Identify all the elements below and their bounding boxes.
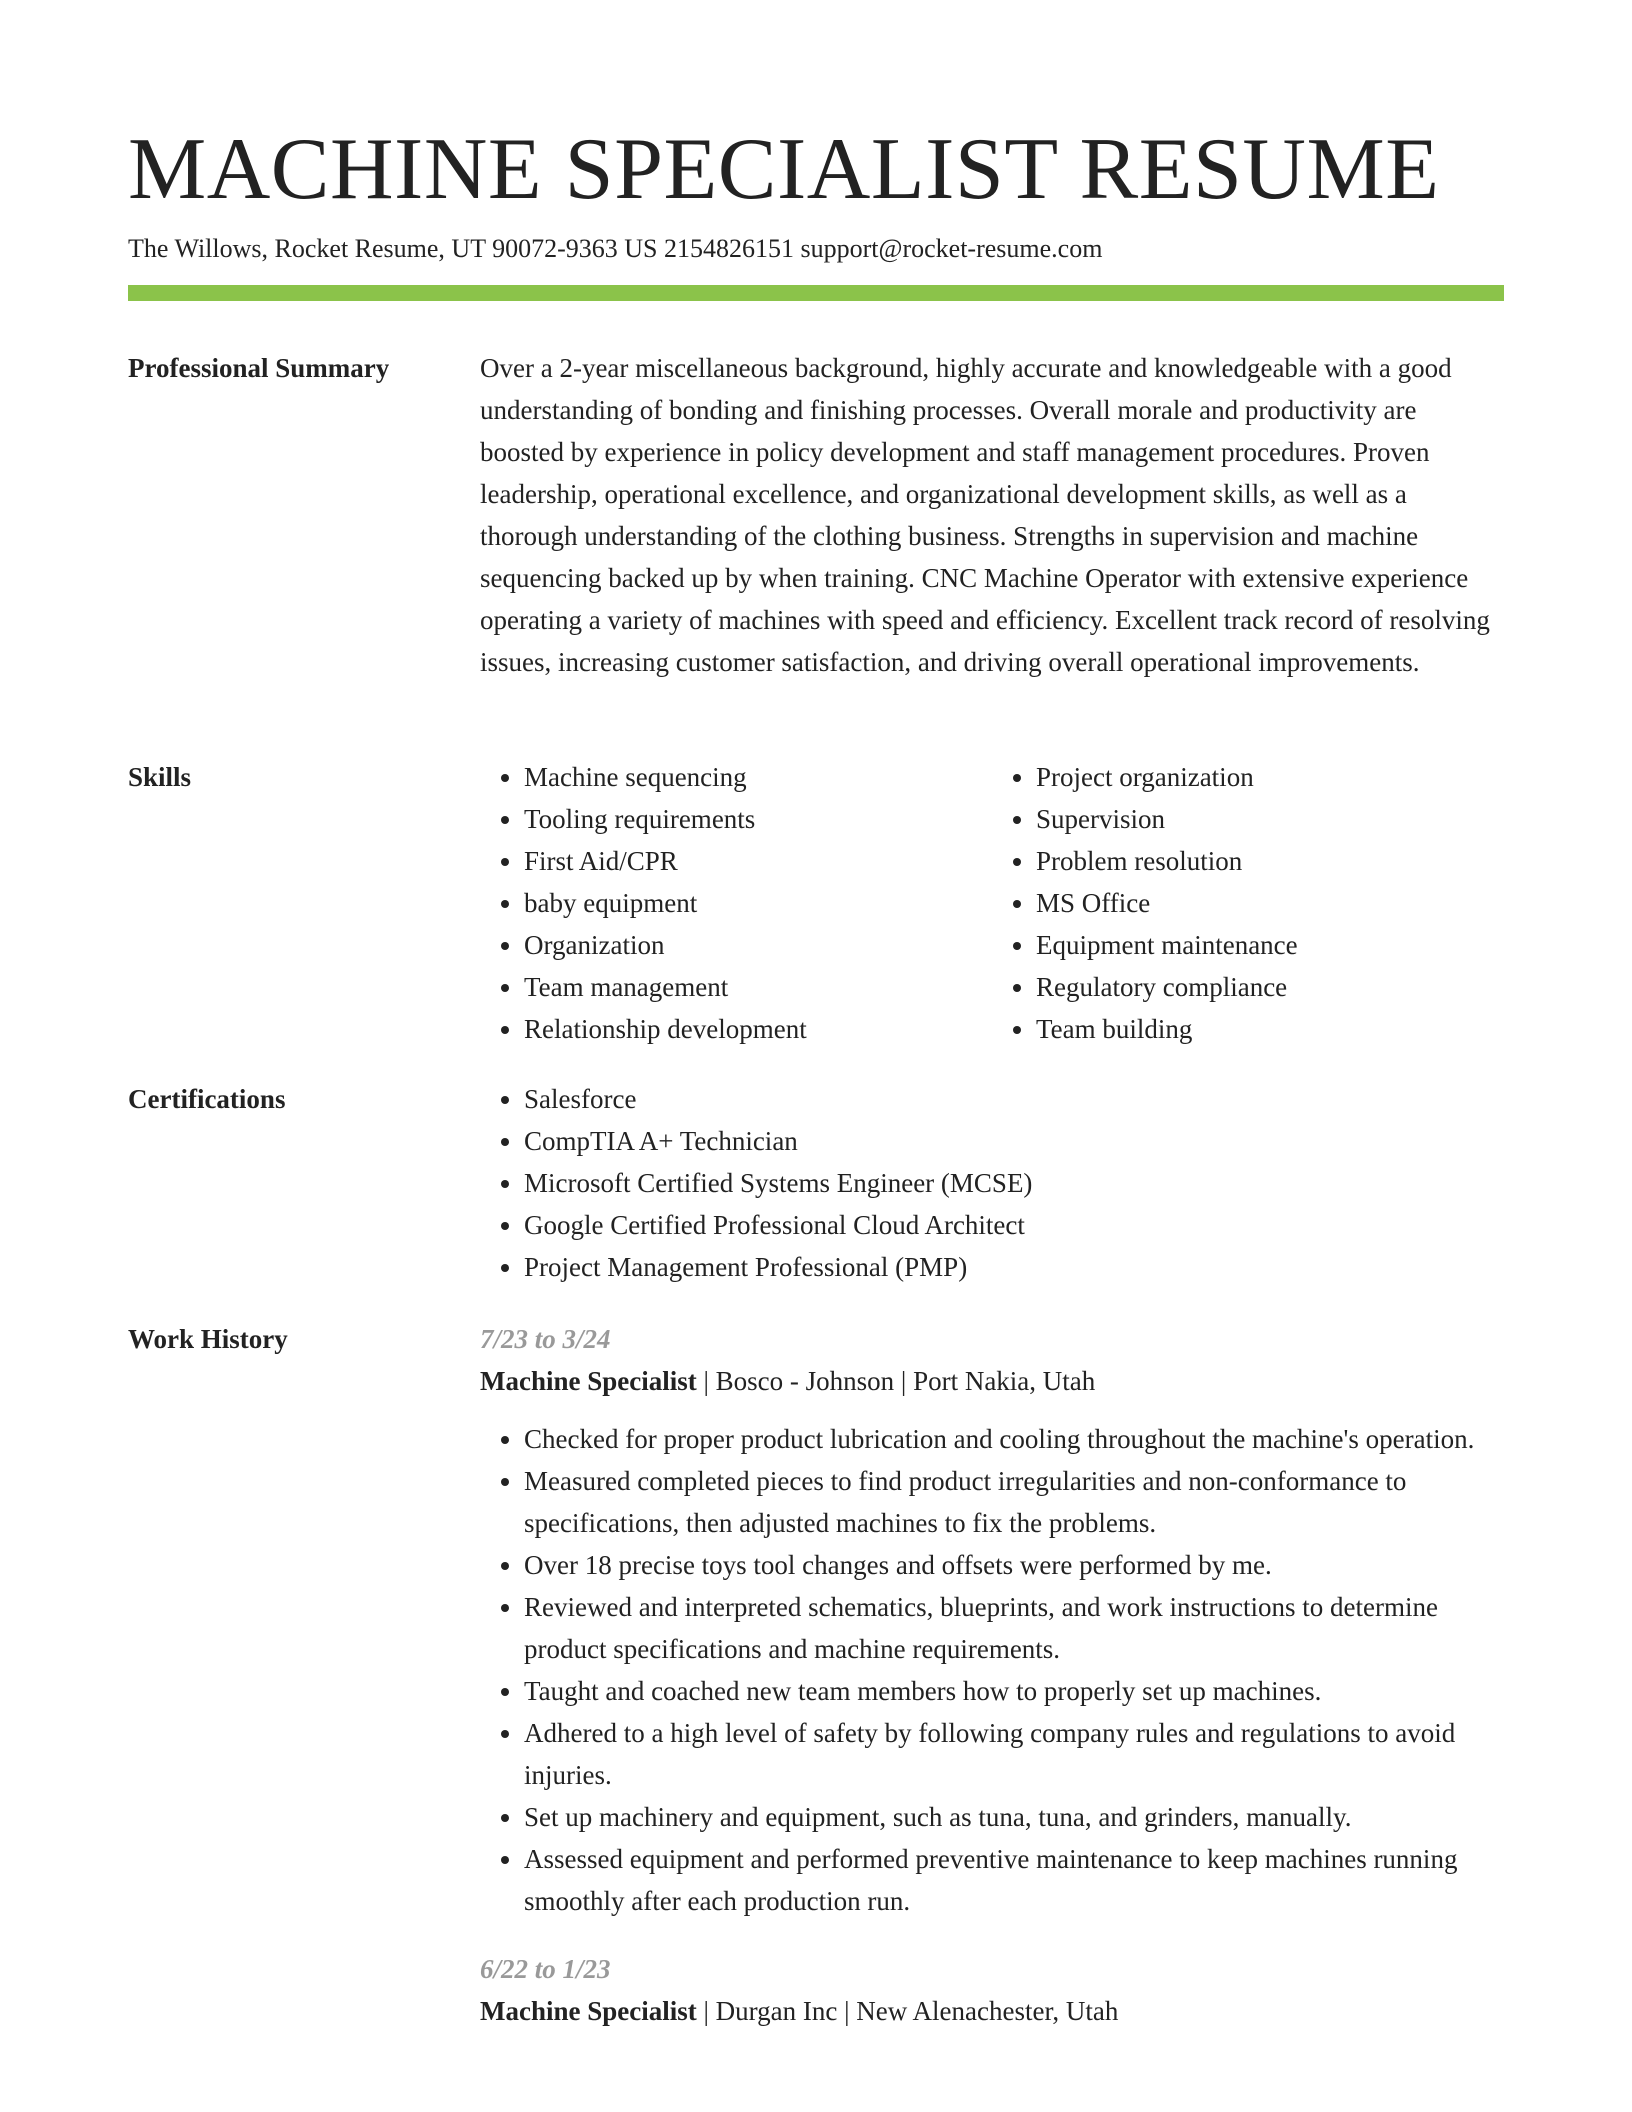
job-bullet: • Adhered to a high level of safety by following company rules and regulations to avoid injuries. xyxy=(524,1712,1504,1796)
skill-item: • Regulatory compliance xyxy=(1036,966,1504,1008)
skill-item: • Tooling requirements xyxy=(524,798,992,840)
job-dates: 6/22 to 1/23 xyxy=(480,1954,611,1984)
skills-list-right xyxy=(992,756,1504,1050)
job-bullet: • Assessed equipment and performed preventive maintenance to keep machines running smoothly after each production run. xyxy=(524,1838,1504,1922)
skill-item: • Team management xyxy=(524,966,992,1008)
job-bullet: • Measured completed pieces to find product irregularities and non-conformance to specifications, then adjusted machines to fix the problems. xyxy=(524,1460,1504,1544)
skill-item: • Problem resolution xyxy=(1036,840,1504,882)
skill-item: • First Aid/CPR xyxy=(524,840,992,882)
job-entry xyxy=(480,1948,1504,2032)
certifications-list xyxy=(480,1078,1504,1288)
work-history-label: Work History xyxy=(128,1324,288,1354)
job-bullet: • Set up machinery and equipment, such as tuna, tuna, and grinders, manually. xyxy=(524,1796,1504,1838)
skill-item: • Organization xyxy=(524,924,992,966)
job-bullet: • Checked for proper product lubrication and cooling throughout the machine's operation. xyxy=(524,1418,1504,1460)
job-bullet: • Reviewed and interpreted schematics, blueprints, and work instructions to determine product specifications and machine requirements. xyxy=(524,1586,1504,1670)
job-heading xyxy=(480,1360,1504,1402)
certifications-label: Certifications xyxy=(128,1084,286,1114)
job-heading xyxy=(480,1990,1504,2032)
summary-text: Over a 2-year miscellaneous background, highly accurate and knowledgeable with a good understanding of bonding and finishing processes. Overall morale and productivity are boosted by experience in policy development and staff management procedures. Proven leadership, operational excellence, and organizational development skills, as well as a thorough understanding of the clothing business. Strengths in supervision and machine sequencing backed up by when training. CNC Machine Operator with extensive experience operating a variety of machines with speed and efficiency. Excellent track record of resolving issues, increasing customer satisfaction, and driving overall operational improvements. xyxy=(480,353,1490,677)
work-history-section xyxy=(480,1318,1504,2058)
job-role: Machine Specialist xyxy=(480,1996,697,2026)
skill-item: • Project organization xyxy=(1036,756,1504,798)
job-bullet: • Over 18 precise toys tool changes and offsets were performed by me. xyxy=(524,1544,1504,1586)
certification-item: • Project Management Professional (PMP) xyxy=(524,1246,1504,1288)
summary-section xyxy=(480,347,1504,683)
contact-line: The Willows, Rocket Resume, UT 90072-9363 US 2154826151 support@rocket-resume.com xyxy=(128,234,1103,263)
accent-divider xyxy=(128,285,1504,301)
skills-list-left xyxy=(480,756,992,1050)
skills-section xyxy=(480,756,1504,1050)
skill-item: • Machine sequencing xyxy=(524,756,992,798)
skill-item: • Equipment maintenance xyxy=(1036,924,1504,966)
job-entry xyxy=(480,1318,1504,1922)
job-employer-location: | Bosco - Johnson | Port Nakia, Utah xyxy=(696,1366,1096,1396)
certification-item: • Google Certified Professional Cloud Architect xyxy=(524,1204,1504,1246)
resume-title: MACHINE SPECIALIST RESUME xyxy=(128,121,1440,218)
certification-item: • CompTIA A+ Technician xyxy=(524,1120,1504,1162)
skill-item: • MS Office xyxy=(1036,882,1504,924)
certification-item: • Microsoft Certified Systems Engineer (MCSE) xyxy=(524,1162,1504,1204)
job-bullets xyxy=(480,1418,1504,1922)
skill-item: • Relationship development xyxy=(524,1008,992,1050)
skill-item: • baby equipment xyxy=(524,882,992,924)
job-role: Machine Specialist xyxy=(480,1366,697,1396)
job-dates: 7/23 to 3/24 xyxy=(480,1324,611,1354)
certifications-section xyxy=(480,1078,1504,1288)
skills-label: Skills xyxy=(128,762,192,792)
skill-item: • Team building xyxy=(1036,1008,1504,1050)
certification-item: • Salesforce xyxy=(524,1078,1504,1120)
skill-item: • Supervision xyxy=(1036,798,1504,840)
job-employer-location: | Durgan Inc | New Alenachester, Utah xyxy=(696,1996,1119,2026)
summary-label: Professional Summary xyxy=(128,353,390,383)
job-bullet: • Taught and coached new team members how to properly set up machines. xyxy=(524,1670,1504,1712)
